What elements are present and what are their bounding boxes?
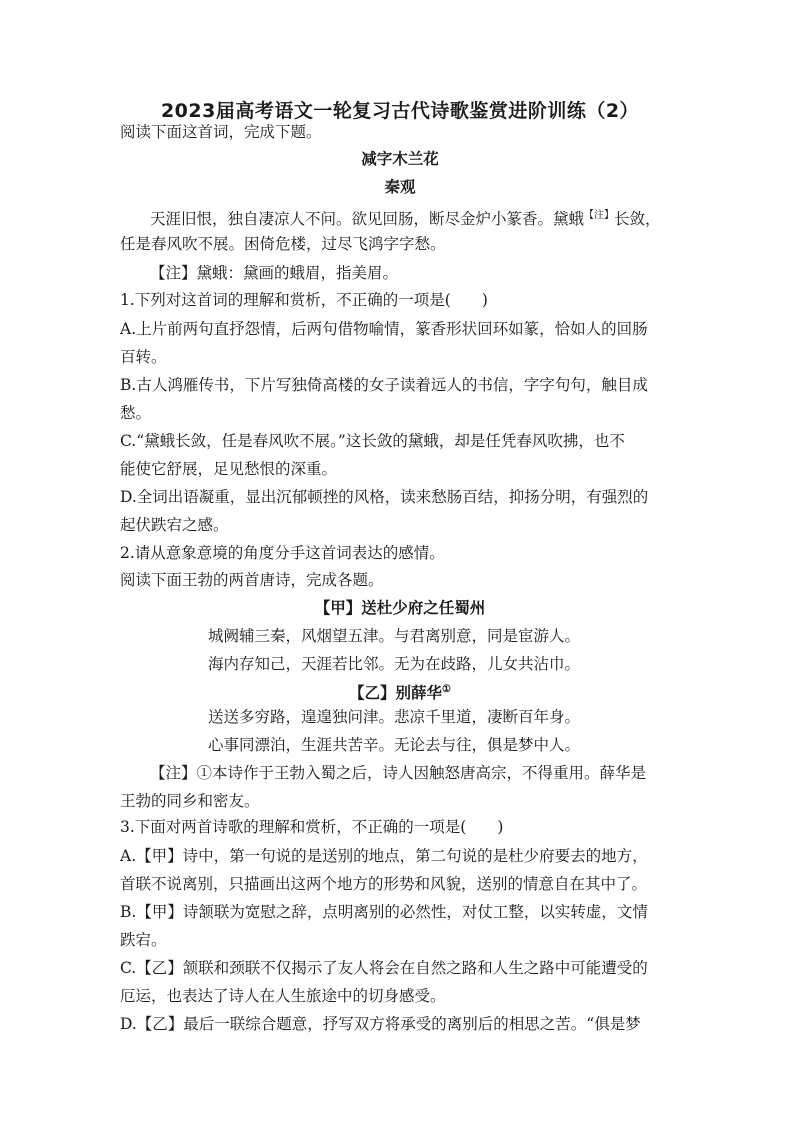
poem3-title-text: 【乙】别薛华 bbox=[349, 683, 443, 703]
poem1-title: 减字木兰花 bbox=[361, 149, 439, 168]
poem3-note: 【注】①本诗作于王勃入蜀之后，诗人因触怒唐高宗，不得重用。薛华是 bbox=[150, 764, 647, 782]
poem3-title-mark: ① bbox=[442, 684, 451, 695]
poem1-author: 秦观 bbox=[384, 177, 416, 196]
q3-option-d: D.【乙】最后一联综合题意，抒写双方将承受的离别后的相思之苦。“俱是梦 bbox=[120, 1015, 641, 1033]
poem1-line-1b: 长敛， bbox=[614, 210, 661, 229]
poem3-line-2: 心事同漂泊，生涯共苦辛。无论去与往，俱是梦中人。 bbox=[208, 736, 581, 754]
q1-option-b: B.古人鸿雁传书，下片写独倚高楼的女子读着远人的书信，字字句句，触目成 bbox=[120, 376, 648, 394]
poem2-title: 【甲】送杜少府之任蜀州 bbox=[314, 598, 486, 617]
instruction-1: 阅读下面这首词，完成下题。 bbox=[120, 123, 322, 141]
poem2-line-1: 城阙辅三秦，风烟望五津。与君离别意，同是宦游人。 bbox=[208, 627, 581, 645]
q3-option-a-cont: 首联不说离别，只描画出这两个地方的形势和风貌，送别的情意自在其中了。 bbox=[120, 875, 648, 893]
poem1-line-1 bbox=[150, 205, 661, 230]
poem1-note-marker: 【注】 bbox=[584, 210, 615, 221]
instruction-2: 阅读下面王勃的两首唐诗，完成各题。 bbox=[120, 571, 384, 589]
document-title: 2023届高考语文一轮复习古代诗歌鉴赏进阶训练（2） bbox=[160, 100, 640, 122]
q3-option-b: B.【甲】诗颔联为宽慰之辞，点明离别的必然性，对仗工整，以实转虚，文情 bbox=[120, 903, 648, 921]
q1-stem: 1.下列对这首词的理解和赏析，不正确的一项是( ) bbox=[120, 291, 488, 309]
poem3-line-1: 送送多穷路，遑遑独问津。悲凉千里道，凄断百年身。 bbox=[208, 708, 581, 726]
q3-option-c: C.【乙】颔联和颈联不仅揭示了友人将会在自然之路和人生之路中可能遭受的 bbox=[120, 959, 648, 977]
q3-option-c-cont: 厄运，也表达了诗人在人生旅途中的切身感受。 bbox=[120, 987, 446, 1005]
poem3-title bbox=[0, 679, 800, 704]
q1-option-b-cont: 愁。 bbox=[120, 404, 152, 422]
poem3-note-cont: 王勃的同乡和密友。 bbox=[120, 792, 260, 810]
q1-option-a-cont: 百转。 bbox=[120, 348, 167, 366]
q1-option-d: D.全词出语凝重，显出沉郁顿挫的风格，读来愁肠百结，抑扬分明，有强烈的 bbox=[120, 488, 649, 506]
poem1-line-2: 任是春风吹不展。困倚危楼，过尽飞鸿字字愁。 bbox=[120, 235, 446, 253]
q1-option-a: A.上片前两句直抒怨情，后两句借物喻情，篆香形状回环如篆，恰如人的回肠 bbox=[120, 320, 648, 338]
q1-option-c: C.“黛蛾长敛，任是春风吹不展。”这长敛的黛蛾，却是任凭春风吹拂，也不 bbox=[120, 432, 625, 450]
poem1-line-1a: 天涯旧恨，独自凄凉人不问。欲见回肠，断尽金炉小篆香。黛蛾 bbox=[150, 210, 585, 229]
q2-stem: 2.请从意象意境的角度分手这首词表达的感情。 bbox=[120, 544, 445, 562]
q1-option-c-cont: 能使它舒展，足见愁恨的深重。 bbox=[120, 460, 338, 478]
poem1-note: 【注】黛蛾：黛画的蛾眉，指美眉。 bbox=[150, 264, 399, 282]
q1-option-d-cont: 起伏跌宕之感。 bbox=[120, 516, 229, 534]
q3-option-b-cont: 跌宕。 bbox=[120, 931, 167, 949]
q3-option-a: A.【甲】诗中，第一句说的是送别的地点，第二句说的是杜少府要去的地方， bbox=[120, 847, 648, 865]
poem2-line-2: 海内存知己，天涯若比邻。无为在歧路，儿女共沾巾。 bbox=[208, 655, 581, 673]
q3-stem: 3.下面对两首诗歌的理解和赏析，不正确的一项是( ) bbox=[120, 818, 504, 836]
